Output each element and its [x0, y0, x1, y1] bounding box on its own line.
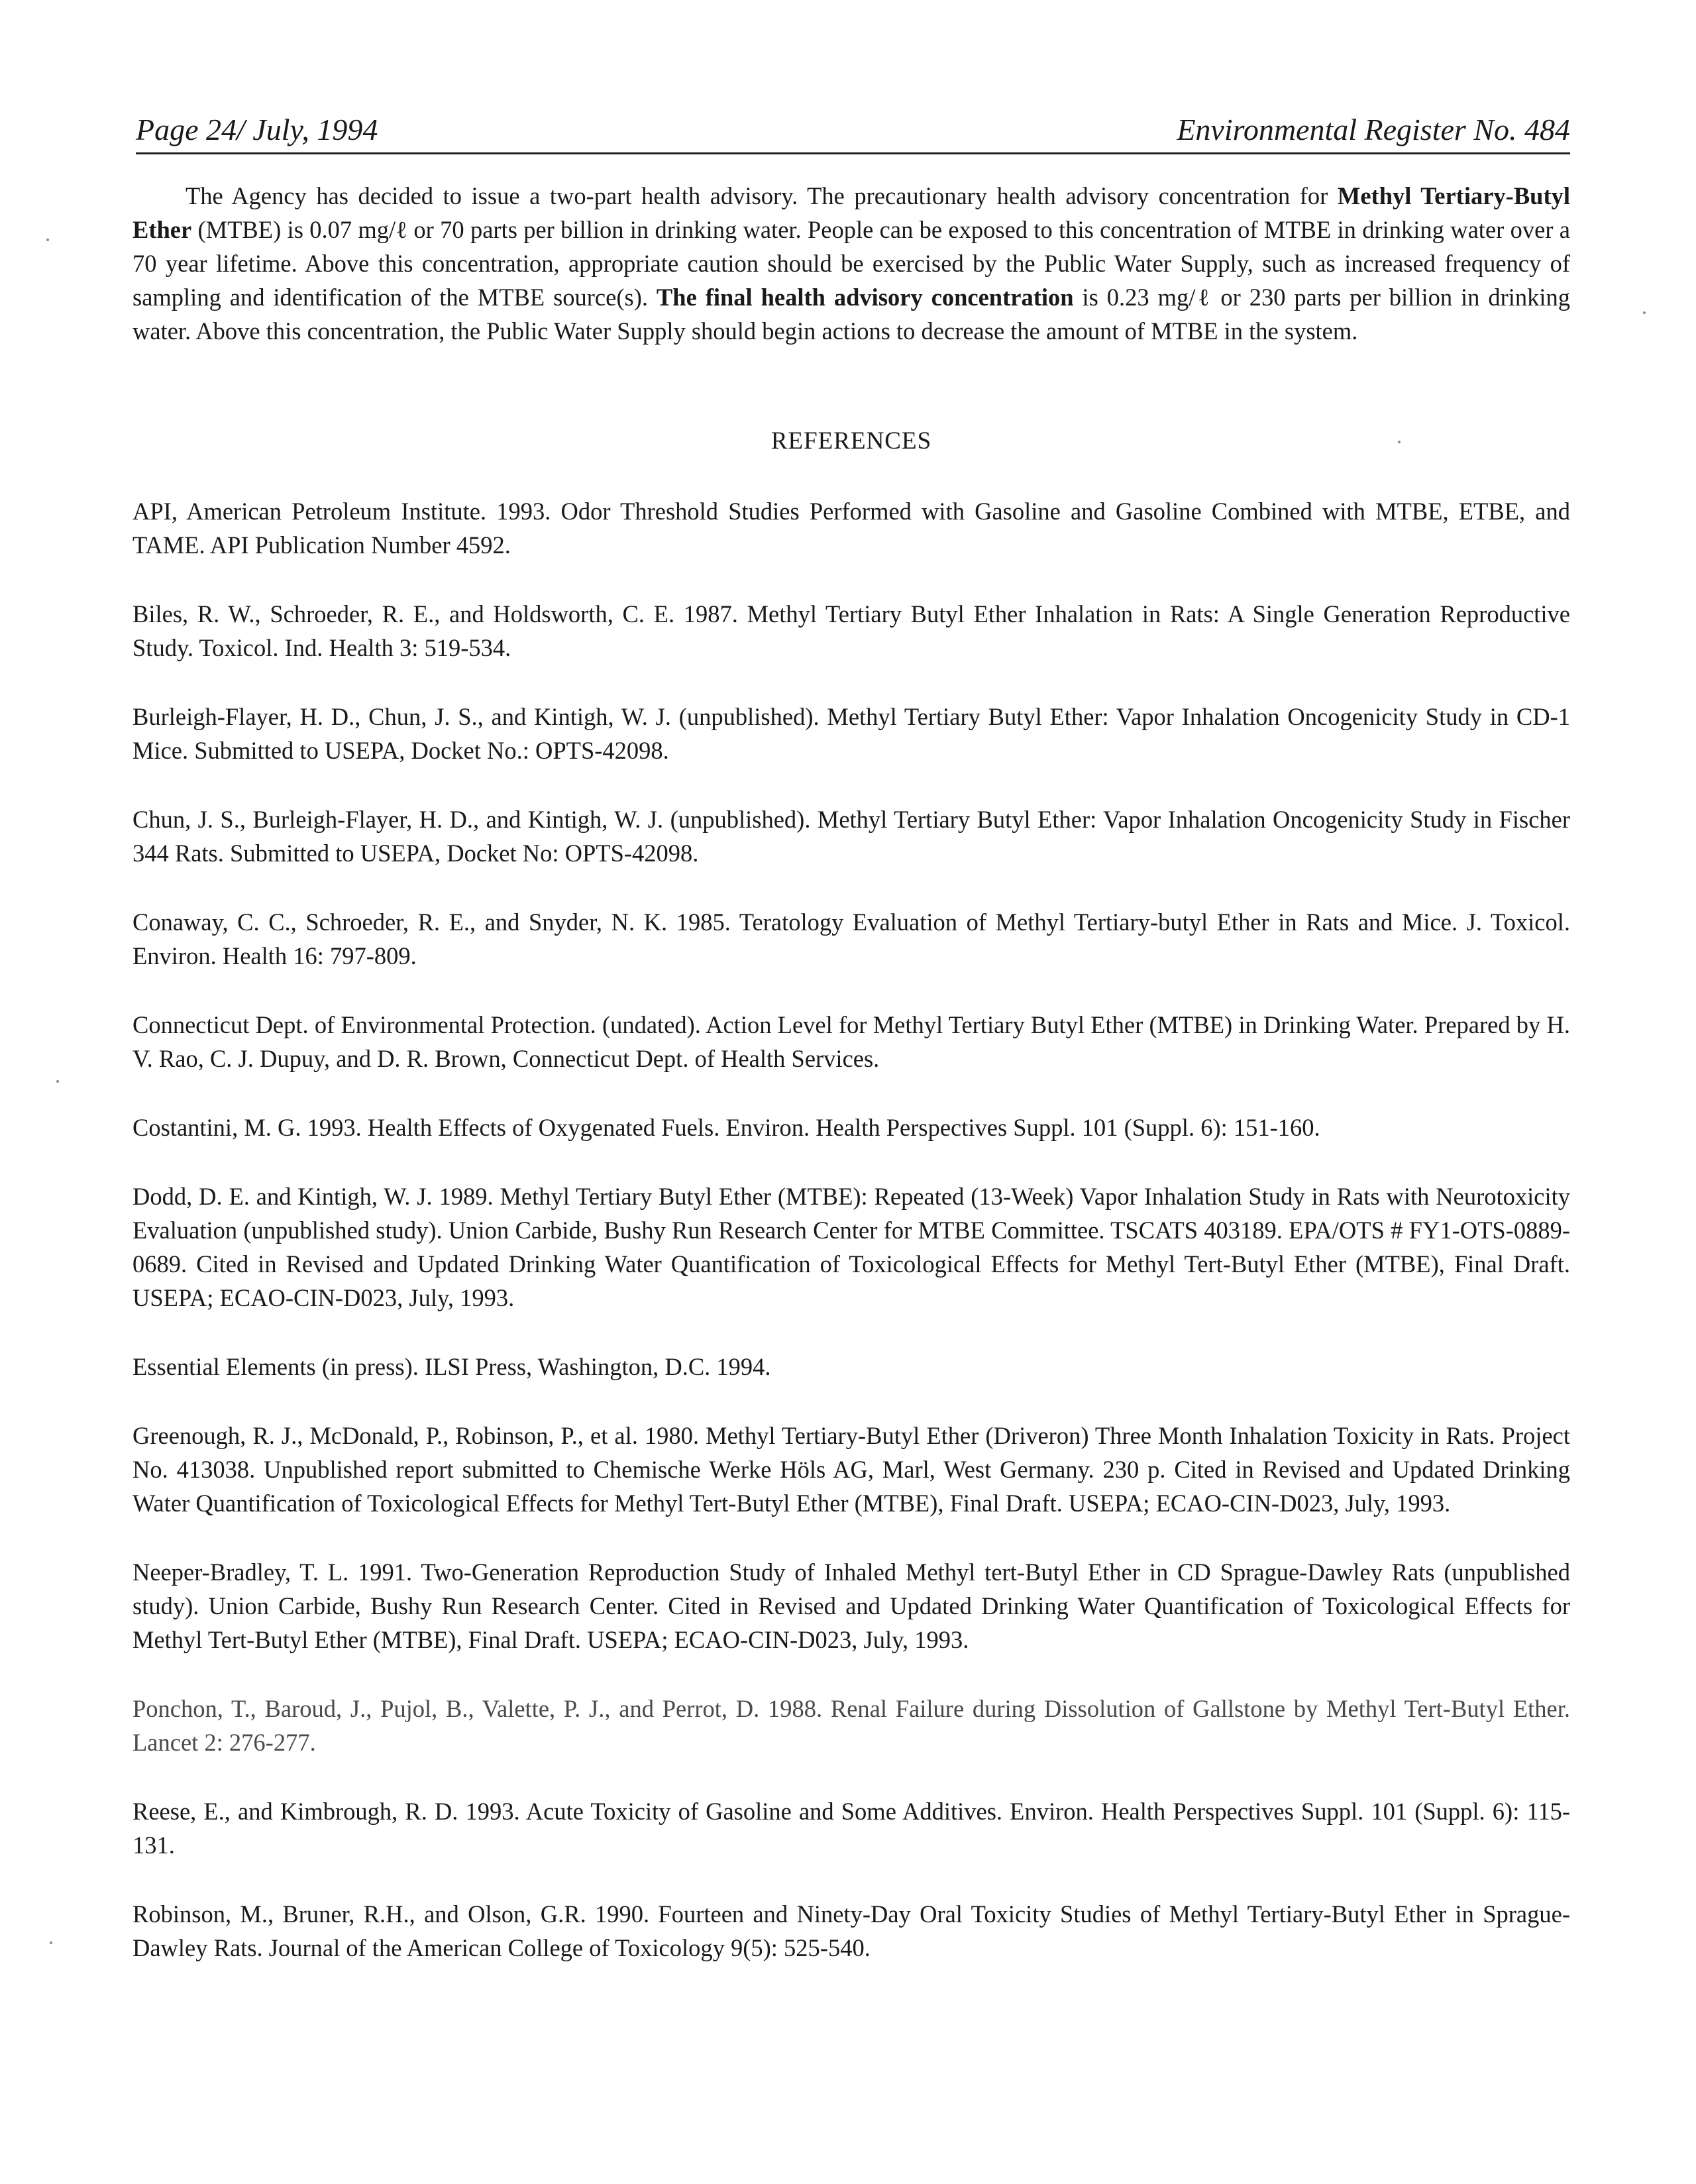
reference-item: Ponchon, T., Baroud, J., Pujol, B., Valette, P. J., and Perrot, D. 1988. Renal Failure during Dissolution of Gallstone by Methyl Tert-Butyl Ether. Lancet 2: 276-277.	[132, 1695, 1570, 1756]
reference-item: API, American Petroleum Institute. 1993. Odor Threshold Studies Performed with Gasoline and Gasoline Combined with MTBE, ETBE, and TAME. API Publication Number 4592.	[132, 498, 1570, 559]
reference-item: Robinson, M., Bruner, R.H., and Olson, G.R. 1990. Fourteen and Ninety-Day Oral Toxicity Studies of Methyl Tertiary-Butyl Ether in Sprague-Dawley Rats. Journal of the American College of Toxicology 9(5): 525-540.	[132, 1900, 1570, 1961]
advisory-paragraph	[132, 179, 1570, 348]
scan-speck	[1398, 441, 1401, 443]
reference-item: Dodd, D. E. and Kintigh, W. J. 1989. Methyl Tertiary Butyl Ether (MTBE): Repeated (13-Week) Vapor Inhalation Study in Rats with Neurotoxicity Evaluation (unpublished study). Union Carbide, Bushy Run Research Center for MTBE Committee. TSCATS 403189. EPA/OTS # FY1-OTS-0889-0689. Cited in Revised and Updated Drinking Water Quantification of Toxicological Effects for Methyl Tert-Butyl Ether (MTBE), Final Draft. USEPA; ECAO-CIN-D023, July, 1993.	[132, 1183, 1570, 1311]
scan-speck	[46, 239, 49, 241]
reference-item: Chun, J. S., Burleigh-Flayer, H. D., and Kintigh, W. J. (unpublished). Methyl Tertiary Butyl Ether: Vapor Inhalation Oncogenicity Study in Fischer 344 Rats. Submitted to USEPA, Docket No: OPTS-42098.	[132, 806, 1570, 867]
scan-speck	[50, 1941, 52, 1944]
advisory-text-2: (MTBE) is 0.07 mg/ℓ or 70 parts per billion in drinking water. People can be exposed to this concentration of MTBE in drinking water over a 70 year lifetime. Above this concentration, appropriate caution should be exercised by the Public Water Supply, such as increased frequency of sampling and identification of the MTBE source(s).	[132, 216, 1570, 311]
references-heading: REFERENCES	[770, 427, 932, 455]
advisory-text-1: The Agency has decided to issue a two-part health advisory. The precautionary health advisory concentration for	[186, 182, 1328, 209]
scan-speck	[1643, 311, 1646, 314]
advisory-text-3: is 0.23 mg/ℓ or 230 parts per billion in drinking water. Above this concentration, the Public Water Supply should begin actions to decrease the amount of MTBE in the system.	[132, 284, 1571, 345]
page-header	[136, 106, 1570, 154]
reference-item: Conaway, C. C., Schroeder, R. E., and Snyder, N. K. 1985. Teratology Evaluation of Methyl Tertiary-butyl Ether in Rats and Mice. J. Toxicol. Environ. Health 16: 797-809.	[132, 908, 1570, 969]
scan-speck	[56, 1080, 59, 1083]
advisory-bold-2: The final health advisory concentration	[656, 284, 1074, 311]
header-page-date: Page 24/ July, 1994	[136, 113, 378, 146]
reference-item: Costantini, M. G. 1993. Health Effects of Oxygenated Fuels. Environ. Health Perspectives Suppl. 101 (Suppl. 6): 151-160.	[132, 1114, 1320, 1141]
reference-item: Greenough, R. J., McDonald, P., Robinson, P., et al. 1980. Methyl Tertiary-Butyl Ether (Driveron) Three Month Inhalation Toxicity in Rats. Project No. 413038. Unpublished report submitted to Chemische Werke Höls AG, Marl, West Germany. 230 p. Cited in Revised and Updated Drinking Water Quantification of Toxicological Effects for Methyl Tert-Butyl Ether (MTBE), Final Draft. USEPA; ECAO-CIN-D023, July, 1993.	[132, 1422, 1570, 1517]
reference-item: Connecticut Dept. of Environmental Protection. (undated). Action Level for Methyl Tertiary Butyl Ether (MTBE) in Drinking Water. Prepared by H. V. Rao, C. J. Dupuy, and D. R. Brown, Connecticut Dept. of Health Services.	[132, 1011, 1570, 1072]
reference-item: Biles, R. W., Schroeder, R. E., and Holdsworth, C. E. 1987. Methyl Tertiary Butyl Ether Inhalation in Rats: A Single Generation Reproductive Study. Toxicol. Ind. Health 3: 519-534.	[132, 600, 1570, 661]
reference-item: Burleigh-Flayer, H. D., Chun, J. S., and Kintigh, W. J. (unpublished). Methyl Tertiary Butyl Ether: Vapor Inhalation Oncogenicity Study in CD-1 Mice. Submitted to USEPA, Docket No.: OPTS-42098.	[132, 703, 1570, 764]
reference-item: Neeper-Bradley, T. L. 1991. Two-Generation Reproduction Study of Inhaled Methyl tert-Butyl Ether in CD Sprague-Dawley Rats (unpublished study). Union Carbide, Bushy Run Research Center. Cited in Revised and Updated Drinking Water Quantification of Toxicological Effects for Methyl Tert-Butyl Ether (MTBE), Final Draft. USEPA; ECAO-CIN-D023, July, 1993.	[132, 1558, 1570, 1653]
page-content	[132, 179, 1570, 2000]
reference-item: Reese, E., and Kimbrough, R. D. 1993. Acute Toxicity of Gasoline and Some Additives. Environ. Health Perspectives Suppl. 101 (Suppl. 6): 115-131.	[132, 1798, 1570, 1859]
references-list	[132, 494, 1570, 1965]
reference-item: Essential Elements (in press). ILSI Press, Washington, D.C. 1994.	[132, 1353, 771, 1380]
header-register-number: Environmental Register No. 484	[1177, 113, 1570, 146]
advisory-bold-1: Methyl Tertiary-Butyl Ether	[132, 182, 1571, 243]
